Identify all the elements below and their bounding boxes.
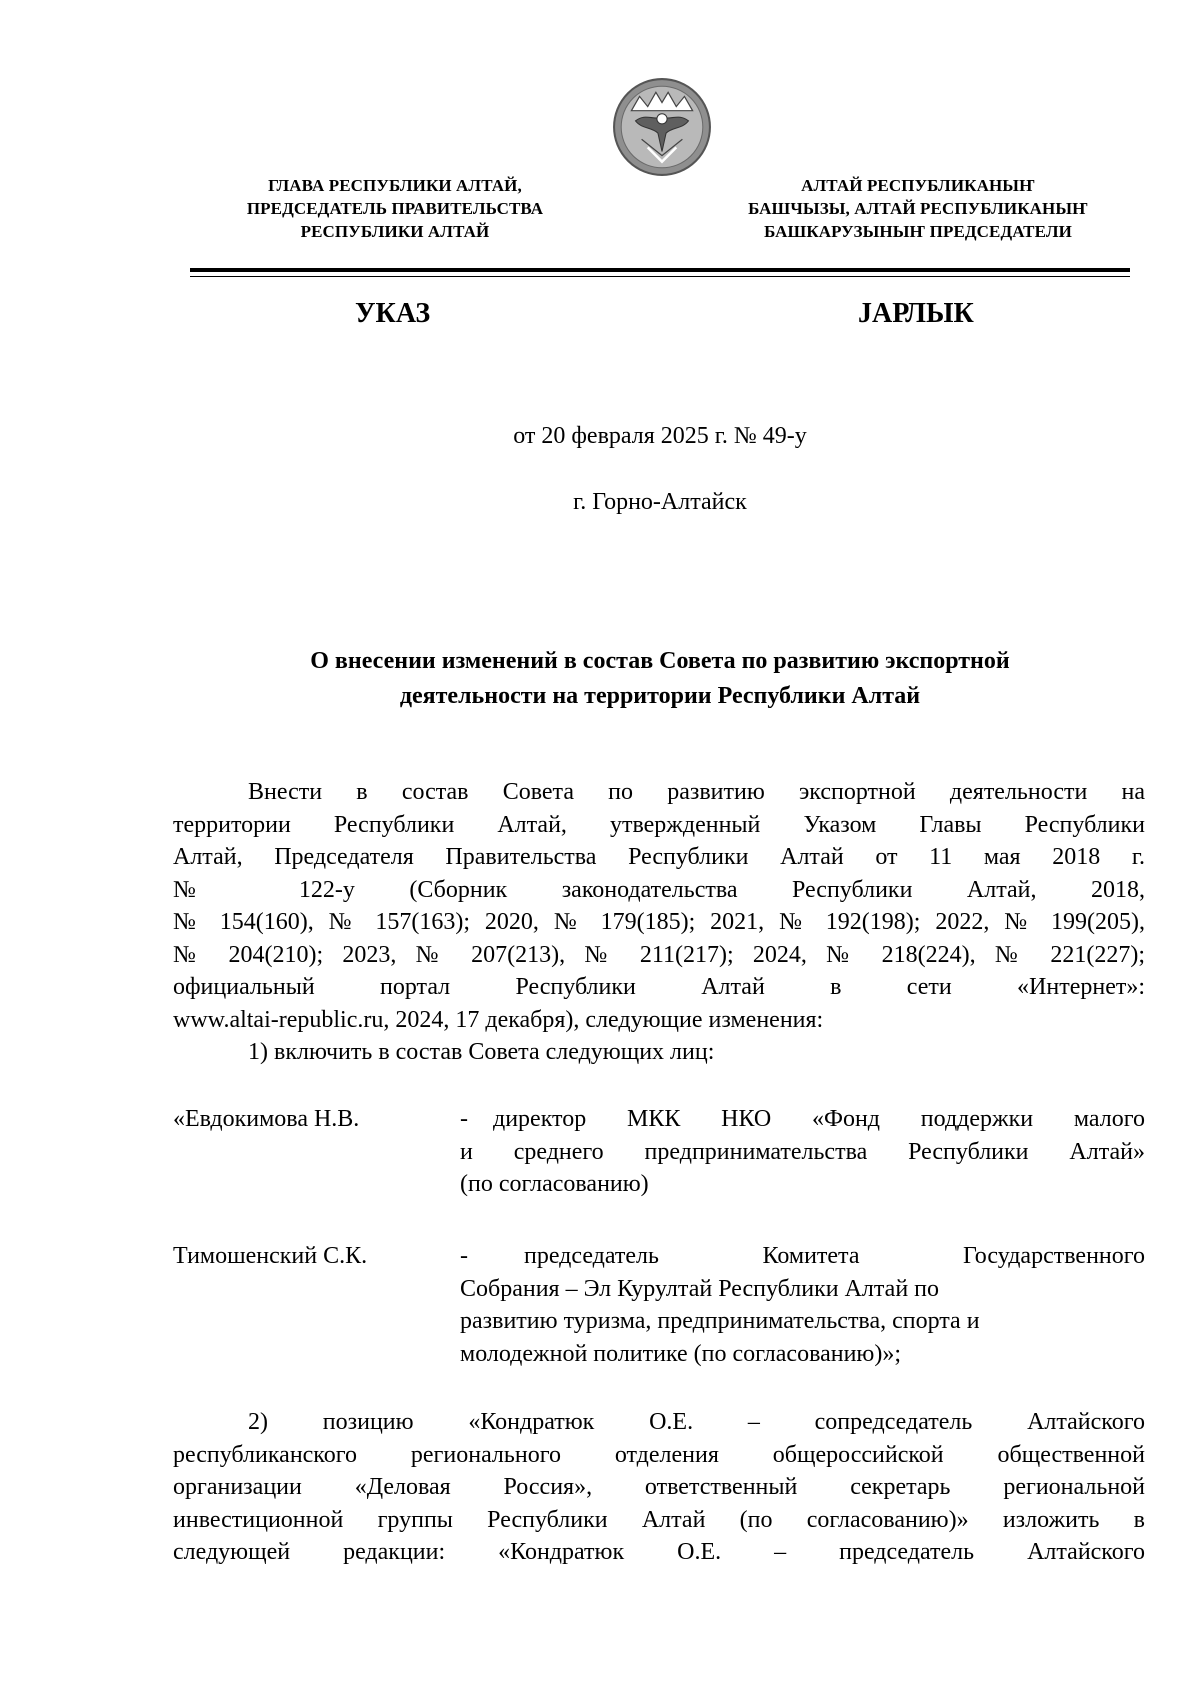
- person-description: [460, 1240, 1145, 1370]
- date-number: от 20 февраля 2025 г. № 49-у: [513, 423, 807, 449]
- header-left-line: ГЛАВА РЕСПУБЛИКИ АЛТАЙ,: [268, 176, 522, 195]
- paragraph-line: территории Республики Алтай, утвержденный Указом Главы Республики: [173, 811, 1145, 838]
- header-left-line: ПРЕДСЕДАТЕЛЬ ПРАВИТЕЛЬСТВА: [246, 199, 544, 218]
- title-line: деятельности на территории Республики Алтай: [399, 683, 921, 709]
- paragraph-line: следующей редакции: «Кондратюк О.Е. – председатель Алтайского: [173, 1539, 1145, 1565]
- doc-type-jarlyk: JАРЛЫК: [858, 298, 974, 329]
- paragraph-item-2: [173, 1406, 1145, 1569]
- person-desc-line: (по согласованию): [460, 1171, 649, 1197]
- paragraph-line: Внести в состав Совета по развитию экспортной деятельности на: [248, 779, 1145, 805]
- header-right-line: БАШЧЫЗЫ, АЛТАЙ РЕСПУБЛИКАНЫҤ: [748, 199, 1088, 218]
- header-left: [190, 174, 600, 243]
- person-desc-line: Собрания – Эл Курултай Республики Алтай по: [460, 1275, 940, 1302]
- person-desc-line: директор МКК НКО «Фонд поддержки малого: [493, 1106, 1145, 1132]
- person-desc-line: развитию туризма, предпринимательства, спорта и: [460, 1308, 980, 1334]
- header-divider-thick: [190, 268, 1130, 272]
- doc-type-ukaz: УКАЗ: [355, 298, 431, 329]
- header-right: [688, 174, 1148, 243]
- person-name: «Евдокимова Н.В.: [173, 1106, 360, 1132]
- city: г. Горно-Алтайск: [573, 489, 747, 515]
- person-name: Тимошенский С.К.: [173, 1243, 368, 1269]
- person-dash: -: [460, 1243, 468, 1269]
- paragraph-line: www.altai-republic.ru, 2024, 17 декабря), следующие изменения:: [173, 1006, 824, 1033]
- paragraph-line: № 204(210); 2023, № 207(213), № 211(217); 2024, № 218(224), № 221(227);: [173, 941, 1145, 968]
- person-dash: -: [460, 1106, 468, 1132]
- person-desc-line: молодежной политике (по согласованию)»;: [460, 1340, 902, 1367]
- header-right-line: БАШКАРУЗЫНЫҤ ПРЕДСЕДАТЕЛИ: [764, 222, 1072, 241]
- paragraph-line: официальный портал Республики Алтай в сети «Интернет»:: [173, 974, 1145, 1000]
- paragraph-line: Алтай, Председателя Правительства Республики Алтай от 11 мая 2018 г.: [173, 844, 1145, 870]
- paragraph-line: № 122-у (Сборник законодательства Республики Алтай, 2018,: [173, 876, 1145, 903]
- paragraph-line: 2) позицию «Кондратюк О.Е. – сопредседатель Алтайского: [248, 1409, 1145, 1435]
- document-title: [190, 644, 1130, 714]
- paragraph-line: организации «Деловая Россия», ответственный секретарь региональной: [173, 1474, 1145, 1500]
- header-right-line: АЛТАЙ РЕСПУБЛИКАНЫҤ: [801, 176, 1035, 195]
- list-item-1: 1) включить в состав Совета следующих лиц:: [248, 1039, 715, 1065]
- paragraph-intro: [173, 776, 1145, 1069]
- paragraph-line: инвестиционной группы Республики Алтай (по согласованию)» изложить в: [173, 1506, 1145, 1533]
- paragraph-line: республиканского регионального отделения общероссийской общественной: [173, 1441, 1145, 1468]
- header-divider-thin: [190, 276, 1130, 277]
- person-desc-line: председатель Комитета Государственного: [524, 1243, 1145, 1269]
- person-desc-line: и среднего предпринимательства Республики Алтай»: [460, 1138, 1145, 1165]
- title-line: О внесении изменений в состав Совета по развитию экспортной: [310, 648, 1010, 674]
- header-left-line: РЕСПУБЛИКИ АЛТАЙ: [300, 222, 490, 241]
- person-description: [460, 1103, 1145, 1201]
- paragraph-line: № 154(160), № 157(163); 2020, № 179(185); 2021, № 192(198); 2022, № 199(205),: [173, 909, 1145, 935]
- republic-altai-emblem-icon: [611, 76, 713, 178]
